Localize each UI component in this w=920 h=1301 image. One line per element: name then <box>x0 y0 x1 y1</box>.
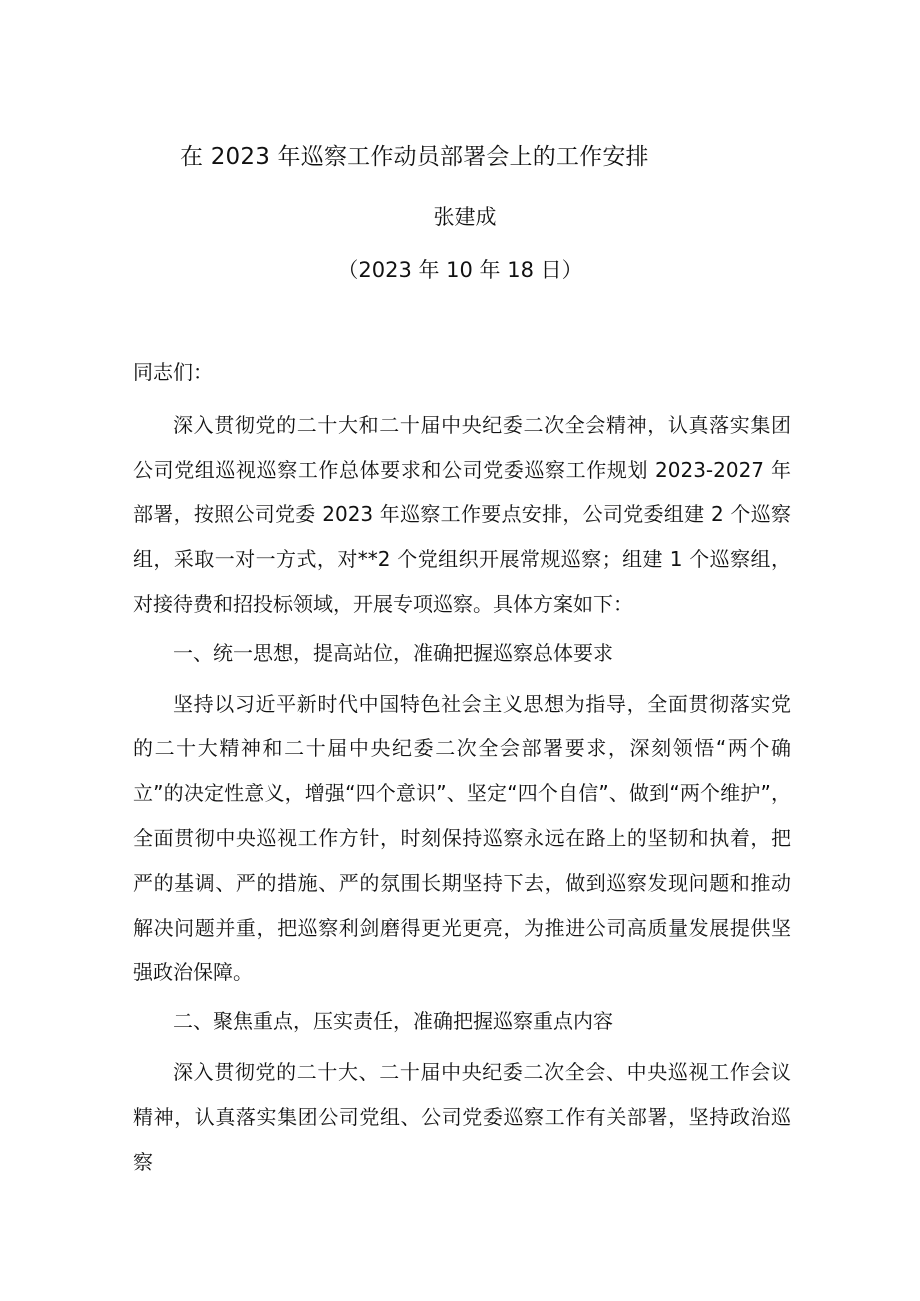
body-paragraph: 深入贯彻党的二十大和二十届中央纪委二次全会精神，认真落实集团公司党组巡视巡察工作总体要求和公司党委巡察工作规划 2023-2027 年部署，按照公司党委 2023 年巡察工作要点安排，公司党委组建 2 个巡察组，采取一对一方式，对**2 个党组织开展常规巡察；组建 1 个巡察组，对接待费和招投标领域，开展专项巡察。具体方案如下： <box>133 412 791 616</box>
document-date: （2023 年 10 年 18 日） <box>337 258 583 282</box>
document-body <box>133 350 791 1184</box>
body-paragraph: 坚持以习近平新时代中国特色社会主义思想为指导，全面贯彻落实党的二十大精神和二十届中央纪委二次全会部署要求，深刻领悟“两个确立”的决定性意义，增强“四个意识”、坚定“四个自信”、做到“两个维护”，全面贯彻中央巡视工作方针，时刻保持巡察永远在路上的坚韧和执着，把严的基调、严的措施、严的氛围长期坚持下去，做到巡察发现问题和推动解决问题并重，把巡察利剑磨得更光更亮，为推进公司高质量发展提供坚强政治保障。 <box>133 691 791 985</box>
section-heading: 一、统一思想，提高站位，准确把握巡察总体要求 <box>173 640 613 665</box>
body-paragraph: 深入贯彻党的二十大、二十届中央纪委二次全会、中央巡视工作会议精神，认真落实集团公司党组、公司党委巡察工作有关部署，坚持政治巡察 <box>133 1059 791 1174</box>
salutation: 同志们： <box>133 360 213 384</box>
document-author: 张建成 <box>433 205 497 229</box>
document-title: 在 2023 年巡察工作动员部署会上的工作安排 <box>180 144 649 170</box>
section-heading: 二、聚焦重点，压实责任，准确把握巡察重点内容 <box>173 1009 613 1034</box>
